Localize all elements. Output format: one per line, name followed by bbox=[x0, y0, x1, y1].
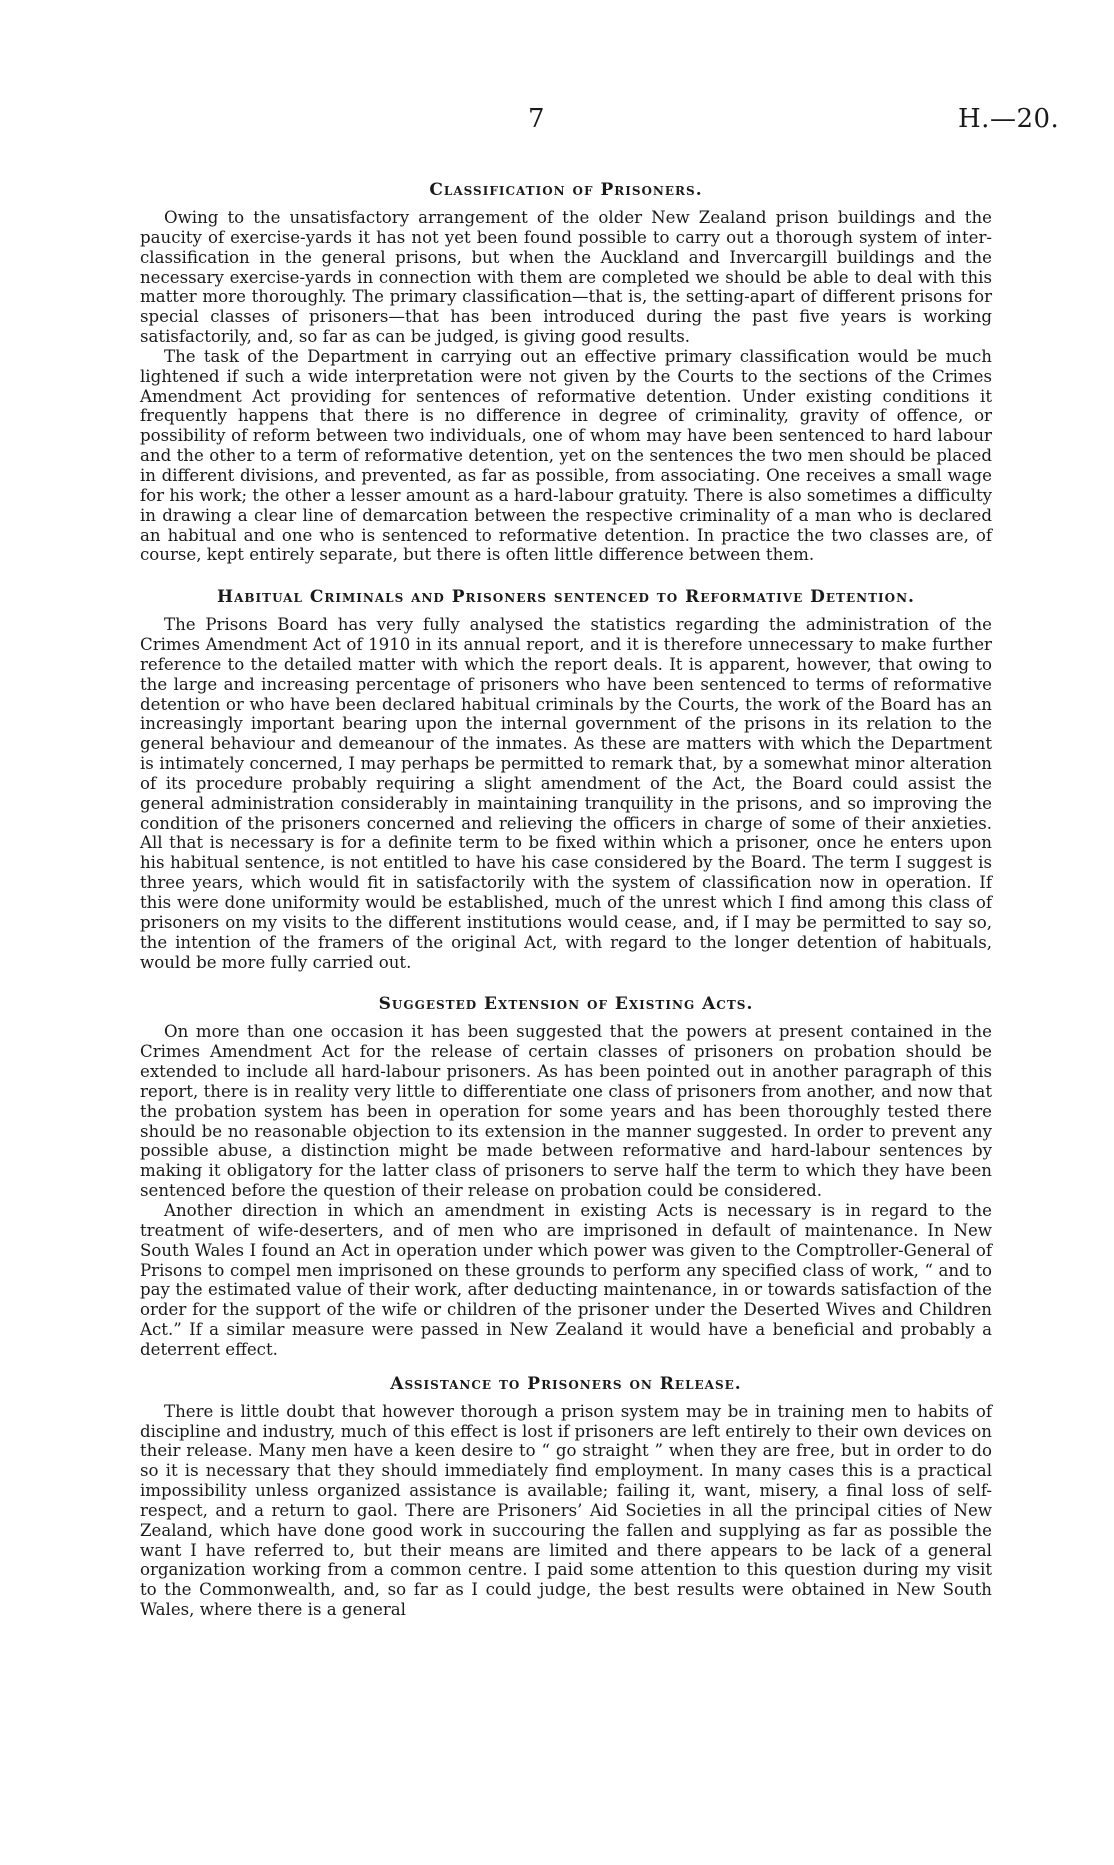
section-heading: Suggested Extension of Existing Acts. bbox=[378, 994, 754, 1015]
section-heading: Assistance to Prisoners on Release. bbox=[390, 1373, 742, 1394]
paragraph: Owing to the unsatisfactory arrangement of the older New Zealand prison buildings and the paucity of exercise-yards it has not yet been found possible to carry out a thorough system of inter-classification in the general prisons, but when the Auckland and Invercargill buildings and the necessary exercise-yards in connection with them are completed we should be able to deal with this matter more thoroughly. The primary classification—that is, the setting-apart of different prisons for special classes of prisoners—that has been introduced during the past five years is working satisfactorily, and, so far as can be judged, is giving good results. bbox=[140, 208, 992, 347]
paragraph: On more than one occasion it has been suggested that the powers at present contained in the Crimes Amendment Act for the release of certain classes of prisoners on probation should be extended to include all hard-labour prisoners. As has been pointed out in another paragraph of this report, there is in reality very little to differentiate one class of prisoners from another, and now that the probation system has been in operation for some years and has been thoroughly tested there should be no reasonable objection to its extension in the manner suggested. In order to prevent any possible abuse, a distinction might be made between reformative and hard-labour sentences by making it obligatory for the latter class of prisoners to serve half the term to which they have been sentenced before the question of their release on probation could be considered. bbox=[140, 1022, 992, 1201]
section-classification bbox=[140, 180, 992, 565]
section-extension-of-acts bbox=[140, 994, 992, 1359]
document-reference: H.—20. bbox=[958, 104, 1060, 134]
page-number: 7 bbox=[528, 104, 545, 134]
page-body bbox=[140, 180, 992, 1620]
section-heading: Habitual Criminals and Prisoners sentenced to Reformative Detention. bbox=[217, 587, 915, 608]
paragraph: The task of the Department in carrying out an effective primary classification would be much lightened if such a wide interpretation were not given by the Courts to the sections of the Crimes Amendment Act providing for sentences of reformative detention. Under existing conditions it frequently happens that there is no difference in degree of criminality, gravity of offence, or possibility of reform between two individuals, one of whom may have been sentenced to hard labour and the other to a term of reformative detention, yet on the sentences the two men should be placed in different divisions, and prevented, as far as possible, from associating. One receives a small wage for his work; the other a lesser amount as a hard-labour gratuity. There is also sometimes a difficulty in drawing a clear line of demarcation between the respective criminality of a man who is declared an habitual and one who is sentenced to reformative detention. In practice the two classes are, of course, kept entirely separate, but there is often little difference between them. bbox=[140, 346, 992, 565]
paragraph: There is little doubt that however thorough a prison system may be in training men to habits of discipline and industry, much of this effect is lost if prisoners are left entirely to their own devices on their release. Many men have a keen desire to “ go straight ” when they are free, but in order to do so it is necessary that they should immediately find employment. In many cases this is a practical impossibility unless organized assistance is available; failing it, want, misery, a final loss of self-respect, and a return to gaol. There are Prisoners’ Aid Societies in all the principal cities of New Zealand, which have done good work in succouring the fallen and supplying as far as possible the want I have referred to, but their means are limited and there appears to be lack of a general organization working from a common centre. I paid some attention to this question during my visit to the Commonwealth, and, so far as I could judge, the best results were obtained in New South Wales, where there is a general bbox=[140, 1401, 992, 1620]
section-heading: Classification of Prisoners. bbox=[429, 180, 703, 200]
section-habitual-criminals bbox=[140, 587, 992, 972]
paragraph: Another direction in which an amendment in existing Acts is necessary is in regard to the treatment of wife-deserters, and of men who are imprisoned in default of maintenance. In New South Wales I found an Act in operation under which power was given to the Comptroller-General of Prisons to compel men imprisoned on these grounds to perform any specified class of work, “ and to pay the estimated value of their work, after deducting maintenance, in or towards satisfaction of the order for the support of the wife or children of the prisoner under the Deserted Wives and Children Act.” If a similar measure were passed in New Zealand it would have a beneficial and probably a deterrent effect. bbox=[140, 1200, 992, 1359]
section-assistance-on-release bbox=[140, 1374, 992, 1620]
paragraph: The Prisons Board has very fully analysed the statistics regarding the administration of the Crimes Amendment Act of 1910 in its annual report, and it is therefore unnecessary to make further reference to the detailed matter with which the report deals. It is apparent, however, that owing to the large and increasing percentage of prisoners who have been sentenced to terms of reformative detention or who have been declared habitual criminals by the Courts, the work of the Board has an increasingly important bearing upon the internal government of the prisons in its relation to the general behaviour and demeanour of the inmates. As these are matters with which the Department is intimately concerned, I may perhaps be permitted to remark that, by a somewhat minor alteration of its procedure probably requiring a slight amendment of the Act, the Board could assist the general administration considerably in maintaining tranquility in the prisons, and so improving the condition of the prisoners concerned and relieving the officers in charge of some of their anxieties. All that is necessary is for a definite term to be fixed within which a prisoner, once he enters upon his habitual sentence, is not entitled to have his case considered by the Board. The term I suggest is three years, which would fit in satisfactorily with the system of classification now in operation. If this were done uniformity would be established, much of the unrest which I find among this class of prisoners on my visits to the different institutions would cease, and, if I may be permitted to say so, the intention of the framers of the original Act, with regard to the longer detention of habituals, would be more fully carried out. bbox=[140, 615, 992, 972]
